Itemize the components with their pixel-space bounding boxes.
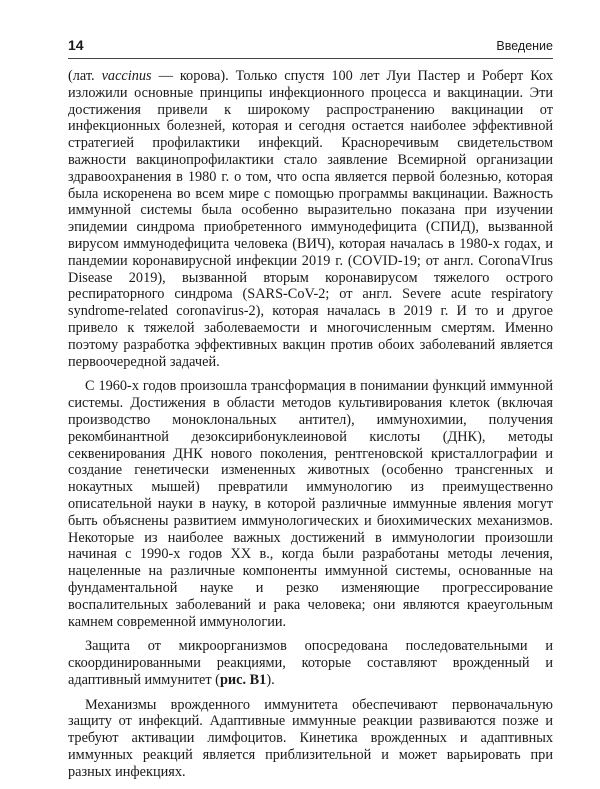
section-title: Введение: [496, 39, 553, 53]
paragraph-3-start: Защита от микроорганизмов опосредована последовательными и скоординированными реакциями, которые составляют врожденный и адаптивный иммунитет (: [68, 638, 553, 688]
paragraph-1-rest: — корова). Только спустя 100 лет Луи Пастер и Роберт Кох изложили основные принципы инфекционного процесса и вакцинации. Эти достижения привели к широкому распространению вакцинации от инфекционных болезней, которая и сегодня остается наиболее эффективной стратегией профилактики инфекций. Красноречивым свидетельством важности вакцинопрофилактики стало заявление Всемирной организации здравоохранения в 1980 г. о том, что оспа является первой болезнью, которая была искоренена во всем мире с помощью программы вакцинации. Важность иммунной системы была особенно выразительно показана при изучении эпидемии синдрома приобретенного иммунодефицита (СПИД), вызванной вирусом иммунодефицита человека (ВИЧ), которая началась в 1980-х годах, и пандемии коронавирусной инфекции 2019 г. (COVID-19; от англ. CoronaVIrus Disease 2019), вызванной вторым коронавирусом тяжелого острого респираторного синдрома (SARS-CoV-2; от англ. Severe acute respiratory syndrome-related coronavirus-2), которая началась в 2019 г. И то и другое привело к тяжелой заболеваемости и многочисленным смертям. Именно поэтому разработка эффективных вакцин против обоих заболеваний является первоочередной задачей.: [68, 68, 553, 370]
paragraph-1: [68, 68, 553, 370]
latin-term: vaccinus: [101, 68, 152, 84]
body-text: [68, 68, 553, 789]
page-header: [68, 37, 553, 59]
paragraph-2: С 1960-х годов произошла трансформация в понимании функций иммунной системы. Достижения в области методов культивирования клеток (включая производство моноклональных антител), иммунохимии, получения рекомбинантной дезоксирибонуклеиновой кислоты (ДНК), методы секвенирования ДНК нового поколения, рентгеновской кристаллографии и создание генетически измененных животных (особенно трансгенных и нокаутных мышей) превратили иммунологию из преимущественно описательной науки в науку, в которой различные иммунные явления могут быть объяснены развитием иммунологических и биохимических механизмов. Некоторые из наиболее важных достижений в иммунологии произошли начиная с 1990-х годов XX в., когда были разработаны методы лечения, нацеленные на различные компоненты иммунной системы, основанные на фундаментальной науке и резко изменяющие прогрессирование воспалительных заболеваний и рака человека; они являются краеугольным камнем современной иммунологии.: [68, 378, 553, 630]
paragraph-1-start: (лат.: [68, 68, 102, 84]
paragraph-3: [68, 638, 553, 688]
paragraph-4: Механизмы врожденного иммунитета обеспечивают первоначальную защиту от инфекций. Адаптивные иммунные реакции развиваются позже и требуют активации лимфоцитов. Кинетика врожденных и адаптивных иммунных реакций является приблизительной и может варьировать при разных инфекциях.: [68, 696, 553, 780]
figure-reference[interactable]: рис. В1: [219, 671, 267, 688]
paragraph-3-end: ).: [266, 671, 275, 688]
page-number: 14: [68, 37, 84, 53]
